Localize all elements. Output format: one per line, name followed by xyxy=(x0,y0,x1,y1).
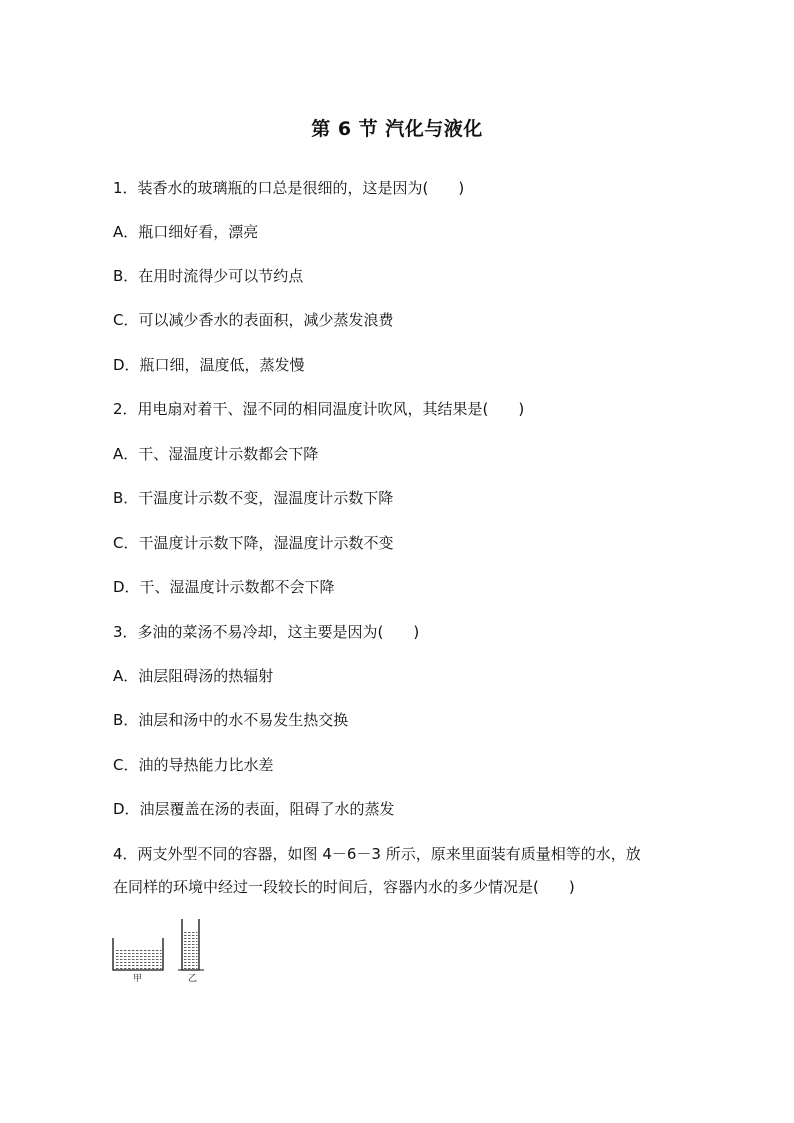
narrow-container xyxy=(178,919,204,970)
wide-container xyxy=(113,938,163,970)
question-2-option-a: A．干、湿温度计示数都会下降 xyxy=(113,445,319,463)
wide-container-water xyxy=(115,948,162,969)
question-2-option-c: C．干温度计示数下降，湿温度计示数不变 xyxy=(113,534,394,552)
question-3-option-d: D．油层覆盖在汤的表面，阻碍了水的蒸发 xyxy=(113,800,395,818)
question-3-stem: 3．多油的菜汤不易冷却，这主要是因为( ) xyxy=(113,623,420,641)
container-figure-drawing xyxy=(108,916,218,976)
question-1-option-d: D．瓶口细，温度低，蒸发慢 xyxy=(113,356,305,374)
wide-container-label: 甲 xyxy=(133,974,143,984)
question-1-stem: 1．装香水的玻璃瓶的口总是很细的，这是因为( ) xyxy=(113,179,465,197)
container-figure xyxy=(108,916,218,988)
question-3-option-c: C．油的导热能力比水差 xyxy=(113,756,274,774)
narrow-container-water xyxy=(184,930,198,969)
question-4-stem-line-1: 4．两支外型不同的容器，如图 4－6－3 所示，原来里面装有质量相等的水，放 xyxy=(113,845,641,863)
page-title: 第 6 节 汽化与液化 xyxy=(311,118,483,140)
question-2-option-b: B．干温度计示数不变，湿温度计示数下降 xyxy=(113,489,394,507)
question-2-stem: 2．用电扇对着干、湿不同的相同温度计吹风，其结果是( ) xyxy=(113,400,525,418)
question-4-stem-line-2: 在同样的环境中经过一段较长的时间后，容器内水的多少情况是( ) xyxy=(113,878,575,896)
question-2-option-d: D．干、湿温度计示数都不会下降 xyxy=(113,578,335,596)
question-3-option-a: A．油层阻碍汤的热辐射 xyxy=(113,667,274,685)
question-1-option-c: C．可以减少香水的表面积，减少蒸发浪费 xyxy=(113,311,394,329)
question-3-option-b: B．油层和汤中的水不易发生热交换 xyxy=(113,711,349,729)
question-1-option-b: B．在用时流得少可以节约点 xyxy=(113,267,304,285)
question-1-option-a: A．瓶口细好看，漂亮 xyxy=(113,223,259,241)
narrow-container-label: 乙 xyxy=(188,974,198,984)
